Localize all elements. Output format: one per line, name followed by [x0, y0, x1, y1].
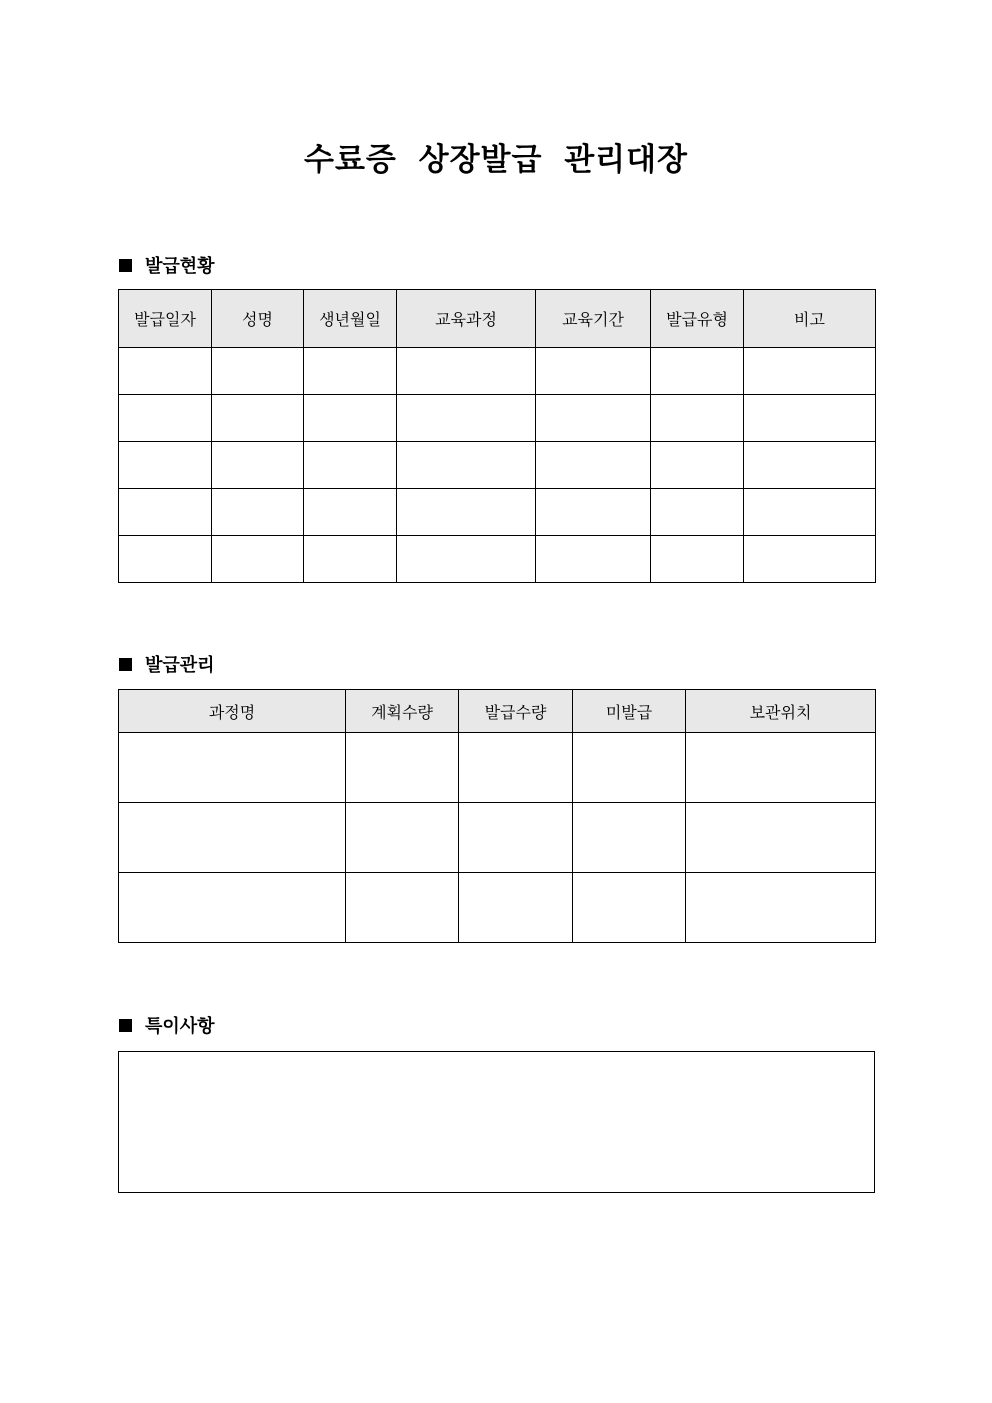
table-cell[interactable] — [744, 442, 876, 489]
table-cell[interactable] — [304, 536, 397, 583]
table-cell[interactable] — [744, 348, 876, 395]
special-notes-heading — [119, 1013, 215, 1037]
table-cell[interactable] — [119, 803, 346, 873]
table-cell[interactable] — [119, 442, 212, 489]
column-header-birth-date: 생년월일 — [304, 290, 397, 348]
table-row — [119, 348, 876, 395]
table-row — [119, 733, 876, 803]
column-header-planned-qty: 계획수량 — [346, 690, 459, 733]
black-square-icon — [119, 259, 132, 272]
special-notes-box[interactable] — [118, 1051, 875, 1193]
page-title: 수료증 상장발급 관리대장 — [304, 142, 688, 178]
table-cell[interactable] — [651, 536, 744, 583]
table-cell[interactable] — [119, 733, 346, 803]
table-cell[interactable] — [536, 442, 651, 489]
column-header-course-name: 과정명 — [119, 690, 346, 733]
issue-management-heading — [119, 652, 215, 676]
table-cell[interactable] — [304, 489, 397, 536]
table-cell[interactable] — [119, 489, 212, 536]
table-cell[interactable] — [119, 873, 346, 943]
table-cell[interactable] — [651, 442, 744, 489]
table-cell[interactable] — [397, 442, 536, 489]
table-row — [119, 442, 876, 489]
table-cell[interactable] — [686, 803, 876, 873]
column-header-issue-type: 발급유형 — [651, 290, 744, 348]
column-header-remarks: 비고 — [744, 290, 876, 348]
table-cell[interactable] — [304, 395, 397, 442]
table-cell[interactable] — [304, 348, 397, 395]
column-header-issued-qty: 발급수량 — [459, 690, 573, 733]
table-cell[interactable] — [212, 348, 304, 395]
table-cell[interactable] — [651, 489, 744, 536]
table-cell[interactable] — [397, 395, 536, 442]
table-header-row — [119, 290, 876, 348]
table-cell[interactable] — [536, 395, 651, 442]
table-cell[interactable] — [212, 489, 304, 536]
table-cell[interactable] — [573, 803, 686, 873]
table-cell[interactable] — [119, 348, 212, 395]
table-cell[interactable] — [536, 348, 651, 395]
table-row — [119, 489, 876, 536]
table-cell[interactable] — [744, 489, 876, 536]
table-cell[interactable] — [212, 395, 304, 442]
table-row — [119, 803, 876, 873]
column-header-storage-location: 보관위치 — [686, 690, 876, 733]
table-cell[interactable] — [346, 873, 459, 943]
table-cell[interactable] — [346, 733, 459, 803]
table-cell[interactable] — [686, 733, 876, 803]
issue-status-table — [118, 289, 876, 583]
issue-management-table — [118, 689, 876, 943]
table-header-row — [119, 690, 876, 733]
column-header-course: 교육과정 — [397, 290, 536, 348]
table-cell[interactable] — [212, 536, 304, 583]
issue-status-heading — [119, 253, 215, 277]
table-cell[interactable] — [536, 489, 651, 536]
table-cell[interactable] — [459, 803, 573, 873]
table-cell[interactable] — [651, 348, 744, 395]
table-cell[interactable] — [459, 873, 573, 943]
table-cell[interactable] — [744, 395, 876, 442]
table-cell[interactable] — [304, 442, 397, 489]
black-square-icon — [119, 658, 132, 671]
table-row — [119, 536, 876, 583]
table-cell[interactable] — [397, 536, 536, 583]
special-notes-heading-label: 특이사항 — [145, 1016, 215, 1037]
table-cell[interactable] — [459, 733, 573, 803]
table-cell[interactable] — [573, 733, 686, 803]
table-cell[interactable] — [397, 348, 536, 395]
column-header-name: 성명 — [212, 290, 304, 348]
table-row — [119, 395, 876, 442]
table-cell[interactable] — [573, 873, 686, 943]
column-header-not-issued: 미발급 — [573, 690, 686, 733]
issue-status-heading-label: 발급현황 — [145, 256, 215, 277]
column-header-period: 교육기간 — [536, 290, 651, 348]
table-cell[interactable] — [119, 536, 212, 583]
issue-management-heading-label: 발급관리 — [145, 655, 215, 676]
black-square-icon — [119, 1019, 132, 1032]
column-header-issue-date: 발급일자 — [119, 290, 212, 348]
table-cell[interactable] — [651, 395, 744, 442]
table-cell[interactable] — [744, 536, 876, 583]
table-row — [119, 873, 876, 943]
table-cell[interactable] — [686, 873, 876, 943]
table-cell[interactable] — [536, 536, 651, 583]
table-cell[interactable] — [119, 395, 212, 442]
table-cell[interactable] — [397, 489, 536, 536]
table-cell[interactable] — [212, 442, 304, 489]
table-cell[interactable] — [346, 803, 459, 873]
